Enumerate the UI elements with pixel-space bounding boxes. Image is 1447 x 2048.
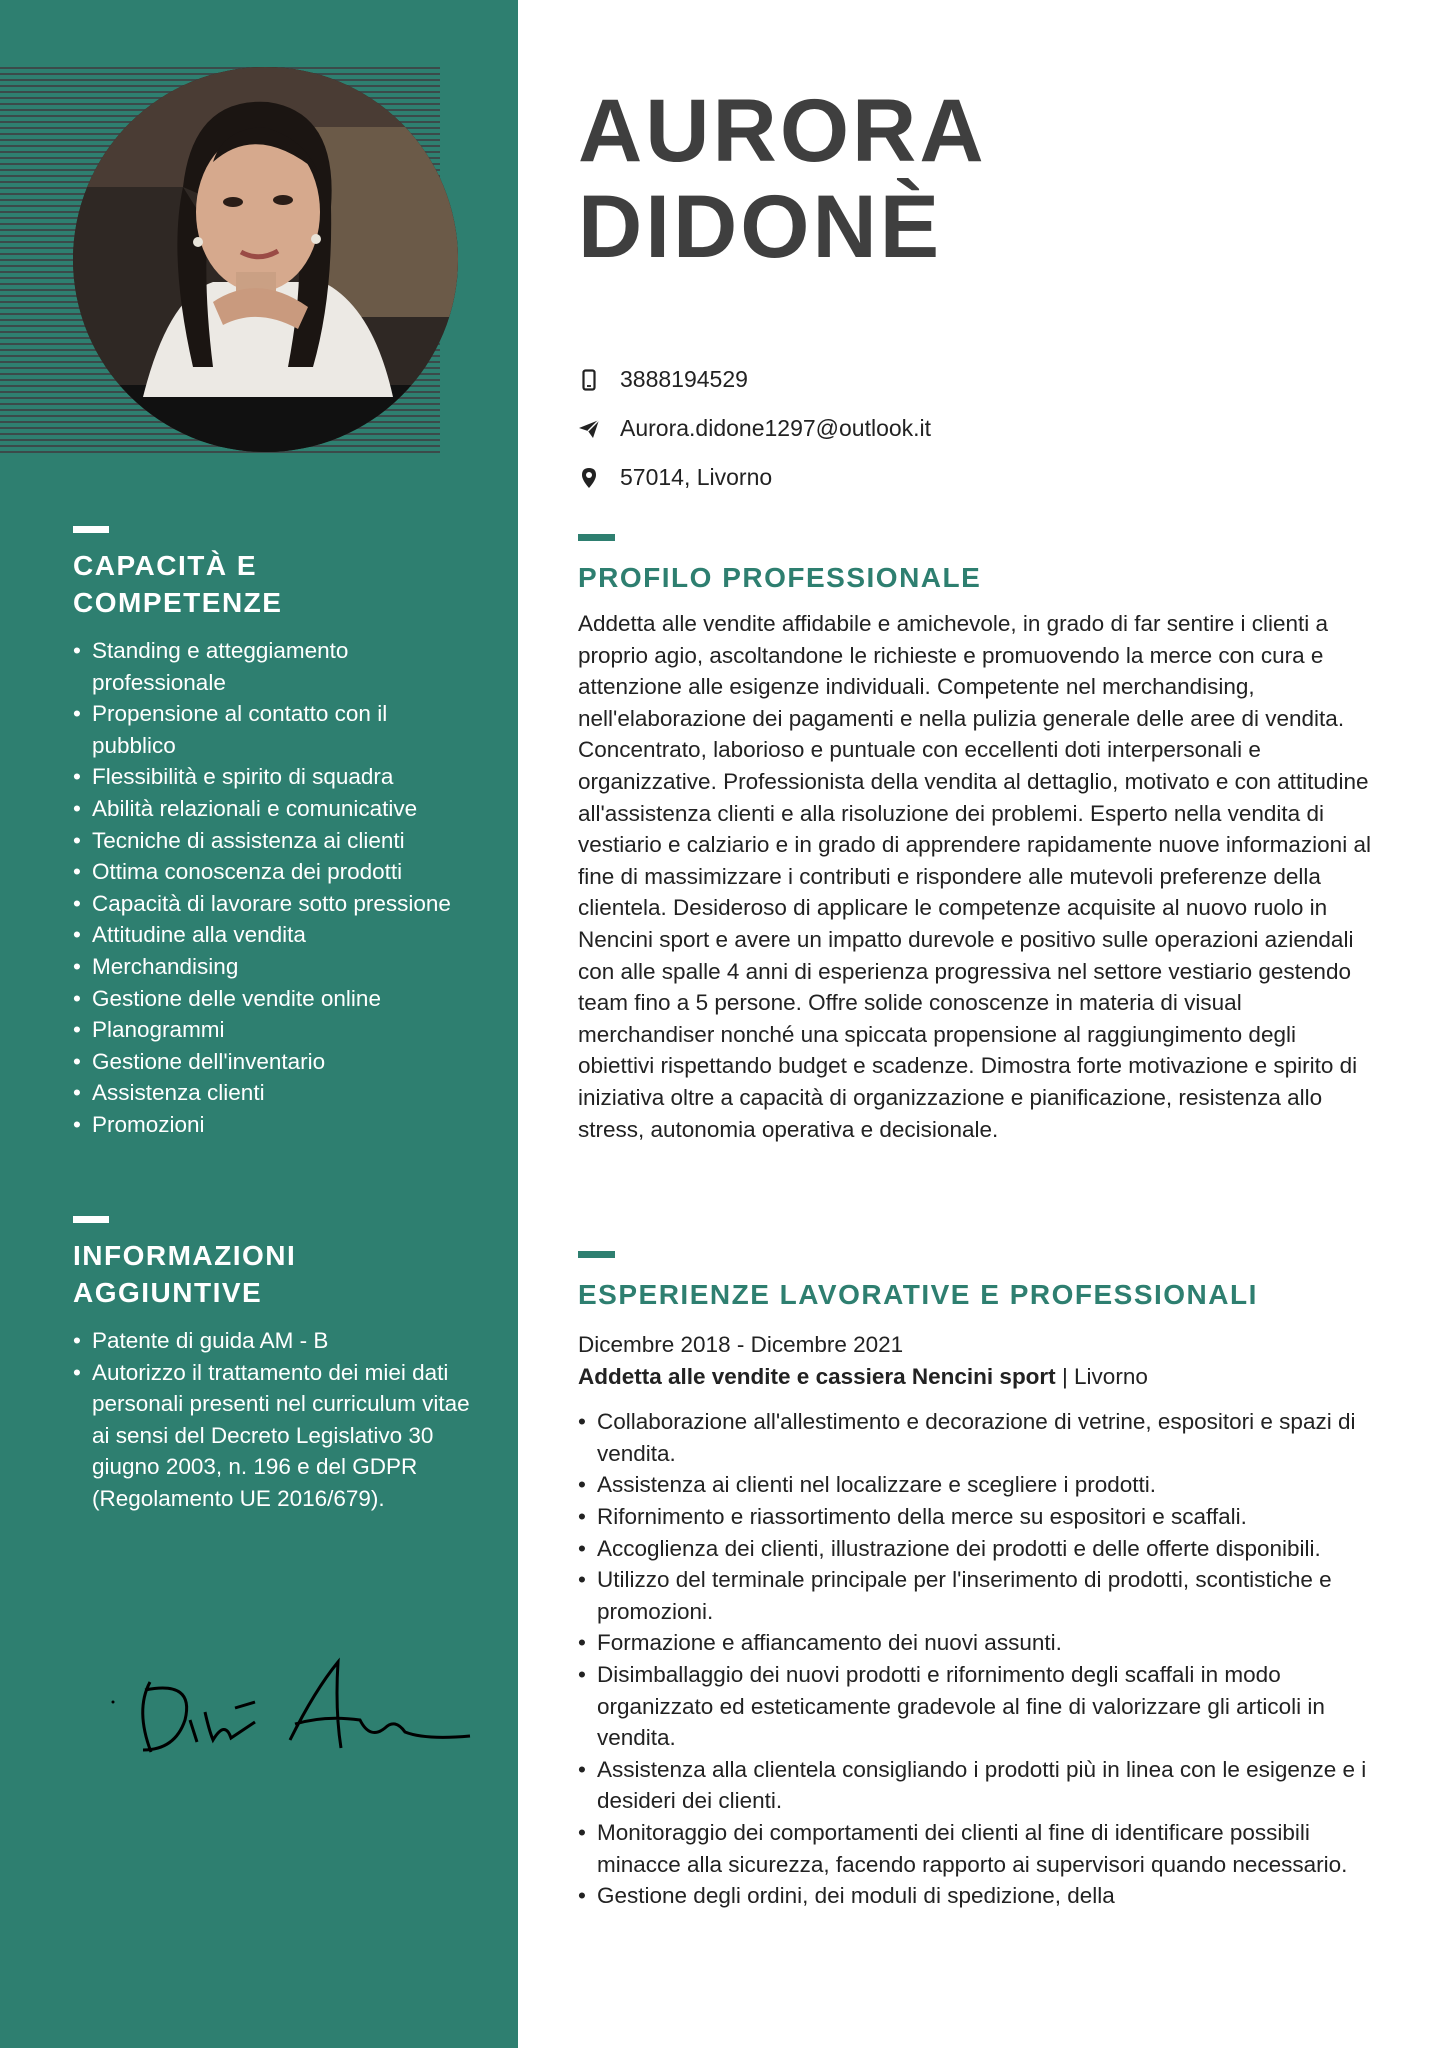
name-line-1: AURORA [578, 80, 987, 180]
profile-title: PROFILO PROFESSIONALE [578, 562, 982, 593]
job-separator: | [1055, 1363, 1075, 1389]
skill-item: • Ottima conoscenza dei prodotti [73, 856, 473, 888]
candidate-name [578, 82, 987, 274]
paper-plane-icon [578, 417, 600, 441]
skills-title: CAPACITÀ E COMPETENZE [73, 550, 283, 618]
skill-item: • Standing e atteggiamento professionale [73, 635, 473, 698]
additional-info-section [73, 1216, 473, 1515]
skill-item: • Propensione al contatto con il pubblico [73, 698, 473, 761]
skill-item: • Abilità relazionali e comunicative [73, 793, 473, 825]
skill-item: • Merchandising [73, 951, 473, 983]
sidebar [0, 0, 518, 2048]
experience-item: • Rifornimento e riassortimento della merce su espositori e scaffali. [578, 1501, 1378, 1533]
additional-title: INFORMAZIONI AGGIUNTIVE [73, 1240, 297, 1308]
skill-item: • Attitudine alla vendita [73, 919, 473, 951]
experience-item: • Utilizzo del terminale principale per l'inserimento di prodotti, scontistiche e promozioni. [578, 1564, 1378, 1627]
job-title: Addetta alle vendite e cassiera Nencini sport [578, 1363, 1056, 1389]
name-line-2: DIDONÈ [578, 176, 943, 276]
experience-item: • Monitoraggio dei comportamenti dei clienti al fine di identificare possibili minacce alla sicurezza, facendo rapporto ai supervisori quando necessario. [578, 1817, 1378, 1880]
skill-item: • Gestione dell'inventario [73, 1046, 473, 1078]
skills-section [73, 526, 473, 1141]
skill-item: • Assistenza clienti [73, 1077, 473, 1109]
experience-item: • Disimballaggio dei nuovi prodotti e rifornimento degli scaffali in modo organizzato ed esteticamente gradevole al fine di valorizzare gli articoli in vendita. [578, 1659, 1378, 1754]
phone-icon [578, 368, 600, 392]
skills-title-bar [73, 526, 109, 533]
skill-item: • Gestione delle vendite online [73, 983, 473, 1015]
additional-item: • Autorizzo il trattamento dei miei dati personali presenti nel curriculum vitae ai sensi del Decreto Legislativo 30 giugno 2003, n. 196 e del GDPR (Regolamento UE 2016/679). [73, 1357, 473, 1515]
experience-title: ESPERIENZE LAVORATIVE E PROFESSIONALI [578, 1279, 1258, 1310]
experience-item: • Assistenza alla clientela consigliando i prodotti più in linea con le esigenze e i desideri dei clienti. [578, 1754, 1378, 1817]
additional-item: • Patente di guida AM - B [73, 1325, 473, 1357]
skill-item: • Flessibilità e spirito di squadra [73, 761, 473, 793]
experience-item: • Assistenza ai clienti nel localizzare e scegliere i prodotti. [578, 1469, 1378, 1501]
skill-item: • Promozioni [73, 1109, 473, 1141]
experience-item: • Gestione degli ordini, dei moduli di spedizione, della [578, 1880, 1378, 1912]
email-address[interactable]: Aurora.didone1297@outlook.it [620, 415, 932, 441]
profile-title-bar [578, 534, 615, 541]
profile-text: Addetta alle vendite affidabile e amichevole, in grado di far sentire i clienti a proprio agio, ascoltandone le richieste e promuovendo la merce con cura e attenzione alle esigenze individuali. Competente nel merchandising, nell'elaborazione dei pagamenti e nella pulizia generale delle aree di vendita. Concentrato, laborioso e puntuale con eccellenti doti interpersonali e organizzative. Professionista della vendita al dettaglio, motivato e con attitudine all'assistenza clienti e alla risoluzione dei problemi. Esperto nella vendita di vestiario e calziario e in grado di apprendere rapidamente nuove informazioni al fine di massimizzare i contributi e rispondere alle mutevoli preferenze della clientela. Desideroso di applicare le competenze acquisite al nuovo ruolo in Nencini sport e avere un impatto durevole e positivo sulle operazioni aziendali con alle spalle 4 anni di esperienza progressiva nel settore vestiario gestendo team fino a 5 persone. Offre solide conoscenze in materia di visual merchandiser nonché una spiccata propensione al raggiungimento degli obiettivi rispettando budget e scadenze. Dimostra forte motivazione e spirito di iniziativa oltre a capacità di organizzazione e pianificazione, resistenza allo stress, autonomia operativa e decisionale. [578, 611, 1371, 1142]
phone-number[interactable]: 3888194529 [620, 366, 748, 392]
experience-list [578, 1406, 1378, 1912]
experience-section [578, 1251, 1378, 1912]
experience-dates: Dicembre 2018 - Dicembre 2021 [578, 1332, 904, 1357]
skill-item: • Tecniche di assistenza ai clienti [73, 825, 473, 857]
experience-item: • Formazione e affiancamento dei nuovi assunti. [578, 1627, 1378, 1659]
additional-list [73, 1325, 473, 1515]
skill-item: • Planogrammi [73, 1014, 473, 1046]
skills-list [73, 635, 473, 1141]
signature [105, 1650, 475, 1770]
contact-email [578, 404, 931, 453]
experience-role [578, 1361, 1378, 1393]
profile-section [578, 534, 1378, 1145]
contact-location [578, 453, 931, 502]
experience-item: • Collaborazione all'allestimento e decorazione di vetrine, espositori e spazi di vendita. [578, 1406, 1378, 1469]
profile-photo [73, 67, 458, 452]
contact-phone [578, 355, 931, 404]
location-pin-icon [578, 466, 600, 490]
experience-item: • Accoglienza dei clienti, illustrazione dei prodotti e delle offerte disponibili. [578, 1533, 1378, 1565]
skill-item: • Capacità di lavorare sotto pressione [73, 888, 473, 920]
contact-list [578, 355, 931, 502]
job-location: Livorno [1074, 1363, 1148, 1389]
location-text: 57014, Livorno [620, 464, 773, 490]
additional-title-bar [73, 1216, 109, 1223]
experience-title-bar [578, 1251, 615, 1258]
